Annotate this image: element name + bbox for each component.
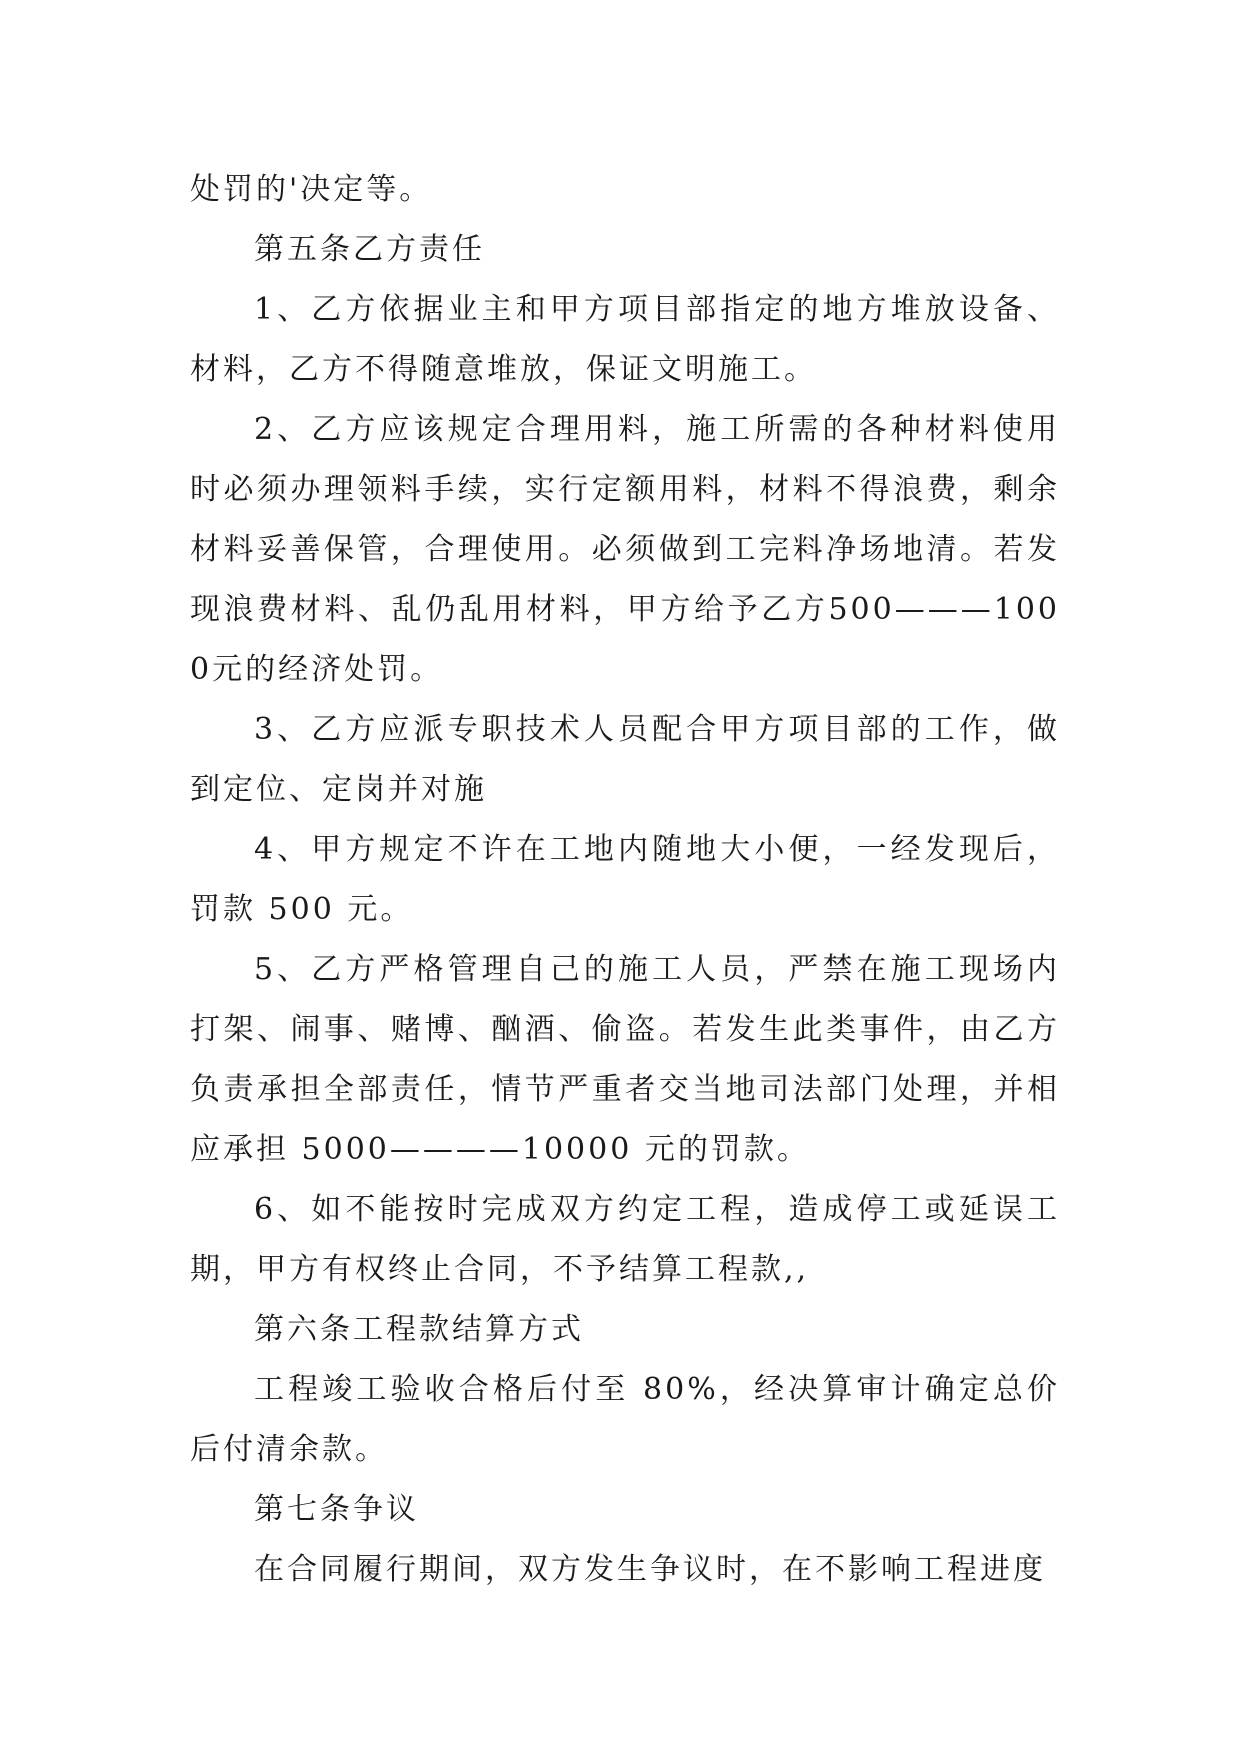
clause-6: 6、如不能按时完成双方约定工程，造成停工或延误工期，甲方有权终止合同，不予结算工程款,, [190,1192,1060,1287]
section-heading-article-7: 第七条争议 [254,1492,419,1527]
clause-4: 4、甲方规定不许在工地内随地大小便，一经发现后，罚款 500 元。 [190,832,1060,927]
document-body [190,160,1060,1600]
section-heading-article-6: 第六条工程款结算方式 [254,1312,584,1347]
clause-3: 3、乙方应派专职技术人员配合甲方项目部的工作，做到定位、定岗并对施 [190,712,1060,807]
dispute-clause: 在合同履行期间，双方发生争议时，在不影响工程进度 [254,1552,1046,1587]
clause-1: 1、乙方依据业主和甲方项目部指定的地方堆放设备、材料，乙方不得随意堆放，保证文明施工。 [190,292,1060,387]
clause-5: 5、乙方严格管理自己的施工人员，严禁在施工现场内打架、闹事、赌博、酗酒、偷盗。若发生此类事件，由乙方负责承担全部责任，情节严重者交当地司法部门处理，并相应承担 5000————10000 元的罚款。 [190,952,1060,1167]
payment-terms: 工程竣工验收合格后付至 80%，经决算审计确定总价后付清余款。 [190,1372,1060,1467]
clause-2: 2、乙方应该规定合理用料，施工所需的各种材料使用时必须办理领料手续，实行定额用料，材料不得浪费，剩余材料妥善保管，合理使用。必须做到工完料净场地清。若发现浪费材料、乱仍乱用材料，甲方给予乙方500———1000元的经济处罚。 [190,412,1060,687]
section-heading-article-5: 第五条乙方责任 [254,232,485,267]
paragraph-continuation: 处罚的'决定等。 [190,172,433,207]
